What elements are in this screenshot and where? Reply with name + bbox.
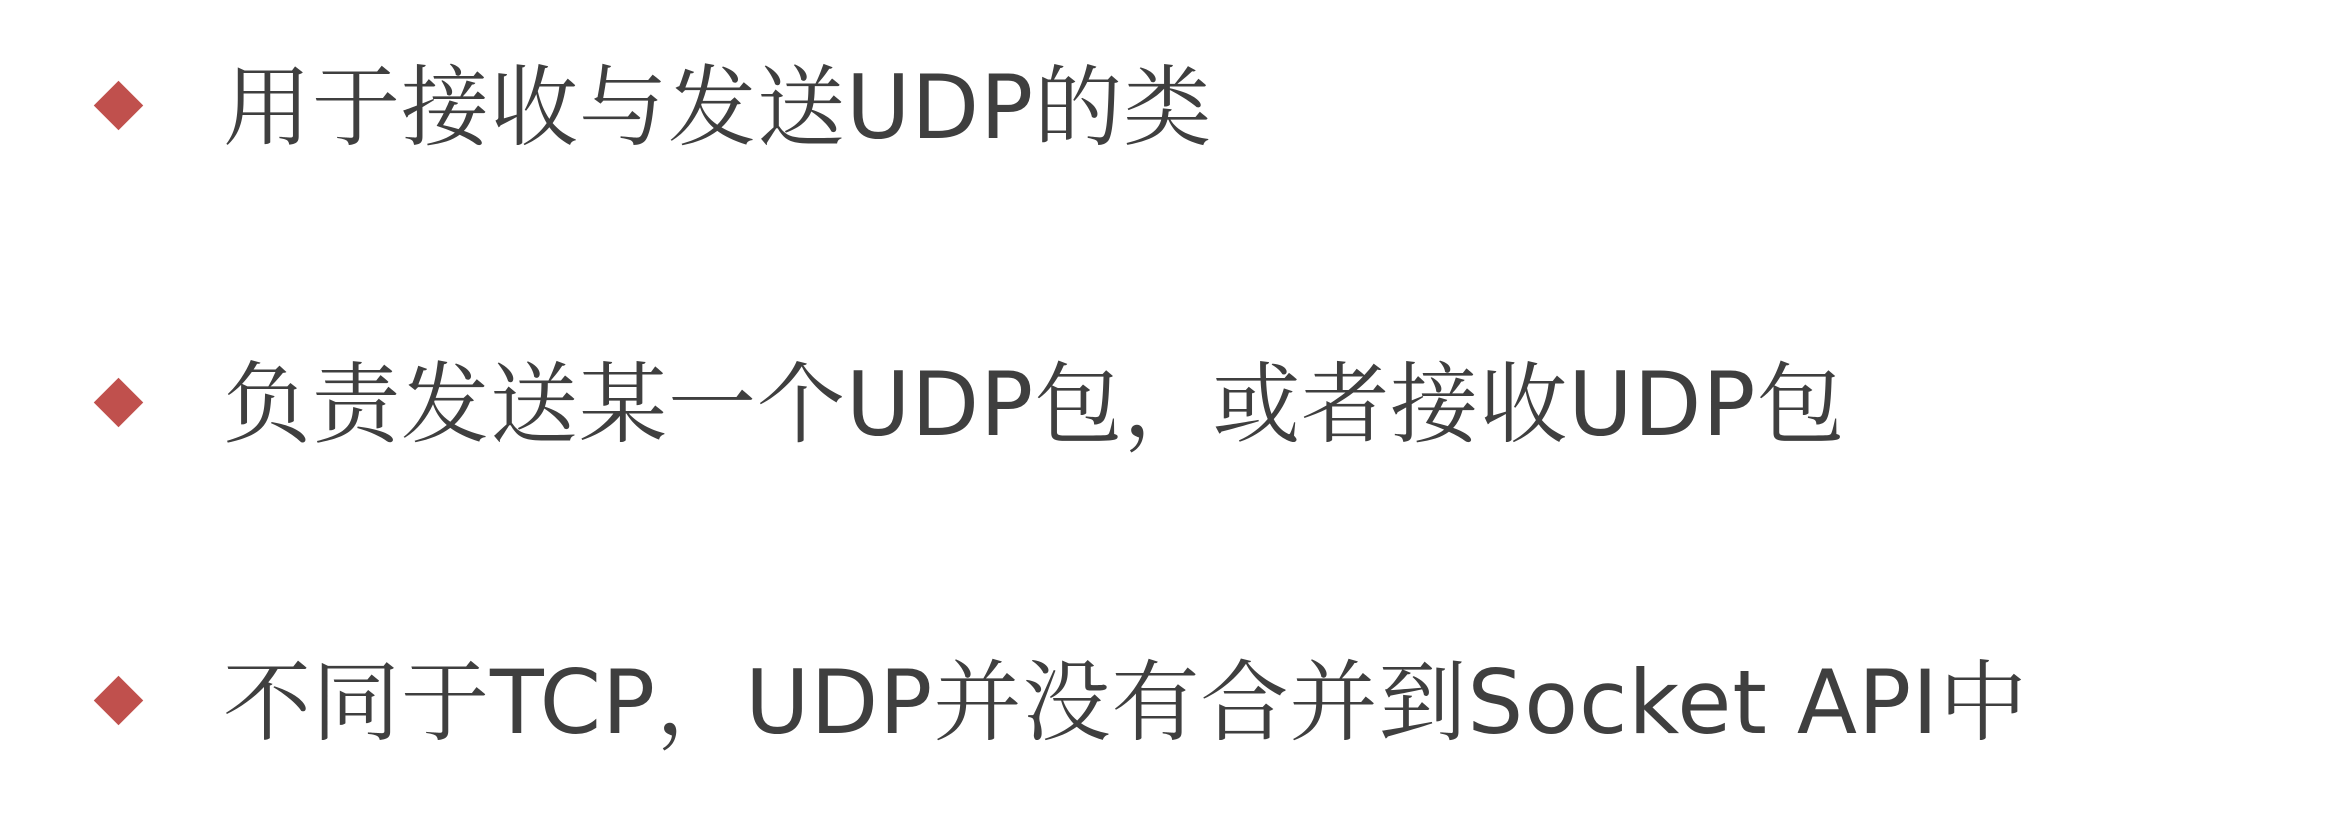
diamond-bullet-icon: [94, 378, 143, 427]
list-item: [0, 48, 2342, 168]
list-item: [0, 643, 2342, 763]
diamond-bullet-icon: [94, 81, 143, 130]
list-item-text: 负责发送某一个UDP包，或者接收UDP包: [223, 353, 1846, 456]
diamond-bullet-icon: [94, 676, 143, 725]
list-item-text: 不同于TCP，UDP并没有合并到Socket API中: [223, 651, 2029, 754]
list-item-text: 用于接收与发送UDP的类: [223, 56, 1213, 159]
list-item: [0, 345, 2342, 465]
